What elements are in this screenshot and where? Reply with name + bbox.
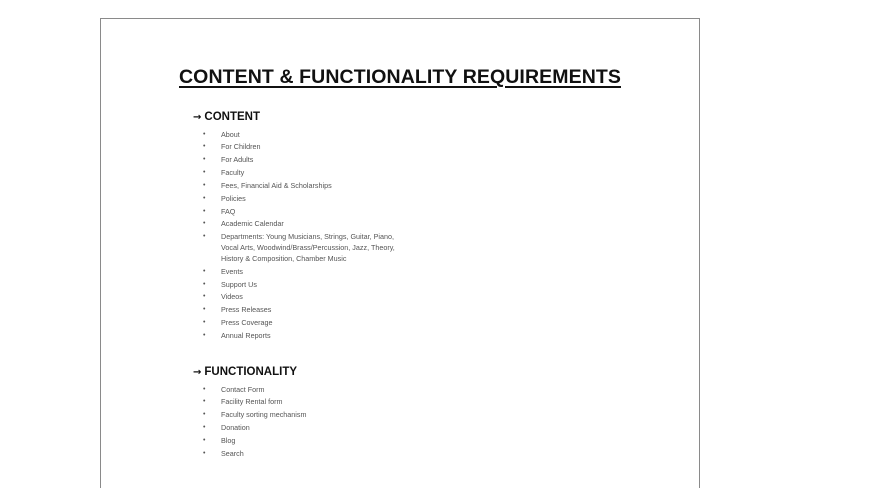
list-item-label: For Children	[221, 142, 261, 152]
list-item-label: FAQ	[221, 206, 236, 216]
list-item-label: About	[221, 129, 240, 139]
functionality-list	[203, 385, 443, 462]
list-item	[203, 232, 443, 264]
list-item-label: Faculty sorting mechanism	[221, 410, 307, 420]
page-title: CONTENT & FUNCTIONALITY REQUIREMENTS	[179, 66, 621, 88]
list-item	[203, 194, 443, 205]
list-item	[203, 292, 443, 303]
list-item-label: Faculty	[221, 168, 245, 178]
list-item	[203, 318, 443, 329]
section-heading-content	[193, 111, 260, 123]
list-item	[203, 280, 443, 291]
bullet-icon: •	[203, 424, 206, 432]
list-item	[203, 449, 443, 460]
bullet-icon: •	[203, 398, 206, 406]
bullet-icon: •	[203, 181, 206, 189]
bullet-icon: •	[203, 194, 206, 202]
list-item	[203, 181, 443, 192]
list-item	[203, 267, 443, 278]
list-item	[203, 168, 443, 179]
list-item	[203, 331, 443, 342]
list-item-label: Departments: Young Musicians, Strings, Guitar, Piano, Vocal Arts, Woodwind/Brass/Percussion, Jazz, Theory, History & Composition, Chamber Music	[221, 232, 395, 263]
bullet-icon: •	[203, 331, 206, 339]
bullet-icon: •	[203, 280, 206, 288]
list-item-label: Blog	[221, 435, 236, 445]
list-item-label: For Adults	[221, 155, 254, 165]
list-item	[203, 155, 443, 166]
bullet-icon: •	[203, 449, 206, 457]
arrow-right-icon: →	[193, 367, 202, 378]
list-item-label: Press Coverage	[221, 318, 273, 328]
list-item	[203, 410, 443, 421]
list-item-label: Support Us	[221, 279, 257, 289]
section-heading-functionality	[193, 366, 297, 378]
list-item-label: Annual Reports	[221, 330, 271, 340]
bullet-icon: •	[203, 385, 206, 393]
arrow-right-icon: →	[193, 112, 202, 123]
bullet-icon: •	[203, 306, 206, 314]
list-item	[203, 130, 443, 141]
bullet-icon: •	[203, 293, 206, 301]
bullet-icon: •	[203, 220, 206, 228]
bullet-icon: •	[203, 143, 206, 151]
list-item	[203, 397, 443, 408]
list-item-label: Contact Form	[221, 384, 265, 394]
content-list	[203, 130, 443, 344]
list-item	[203, 423, 443, 434]
list-item	[203, 142, 443, 153]
bullet-icon: •	[203, 156, 206, 164]
bullet-icon: •	[203, 411, 206, 419]
list-item	[203, 305, 443, 316]
document-page	[100, 18, 700, 488]
bullet-icon: •	[203, 169, 206, 177]
list-item-label: Press Releases	[221, 305, 272, 315]
list-item-label: Donation	[221, 423, 250, 433]
bullet-icon: •	[203, 436, 206, 444]
list-item-label: Academic Calendar	[221, 219, 284, 229]
section-heading-label: FUNCTIONALITY	[204, 366, 298, 378]
list-item	[203, 436, 443, 447]
list-item	[203, 385, 443, 396]
list-item-label: Videos	[221, 292, 243, 302]
list-item	[203, 219, 443, 230]
list-item	[203, 207, 443, 218]
section-heading-label: CONTENT	[204, 111, 260, 123]
list-item-label: Policies	[221, 193, 246, 203]
bullet-icon: •	[203, 130, 206, 138]
list-item-label: Search	[221, 448, 244, 458]
bullet-icon: •	[203, 319, 206, 327]
bullet-icon: •	[203, 267, 206, 275]
list-item-label: Events	[221, 266, 243, 276]
bullet-icon: •	[203, 233, 206, 241]
list-item-label: Facility Rental form	[221, 397, 283, 407]
bullet-icon: •	[203, 207, 206, 215]
list-item-label: Fees, Financial Aid & Scholarships	[221, 180, 332, 190]
